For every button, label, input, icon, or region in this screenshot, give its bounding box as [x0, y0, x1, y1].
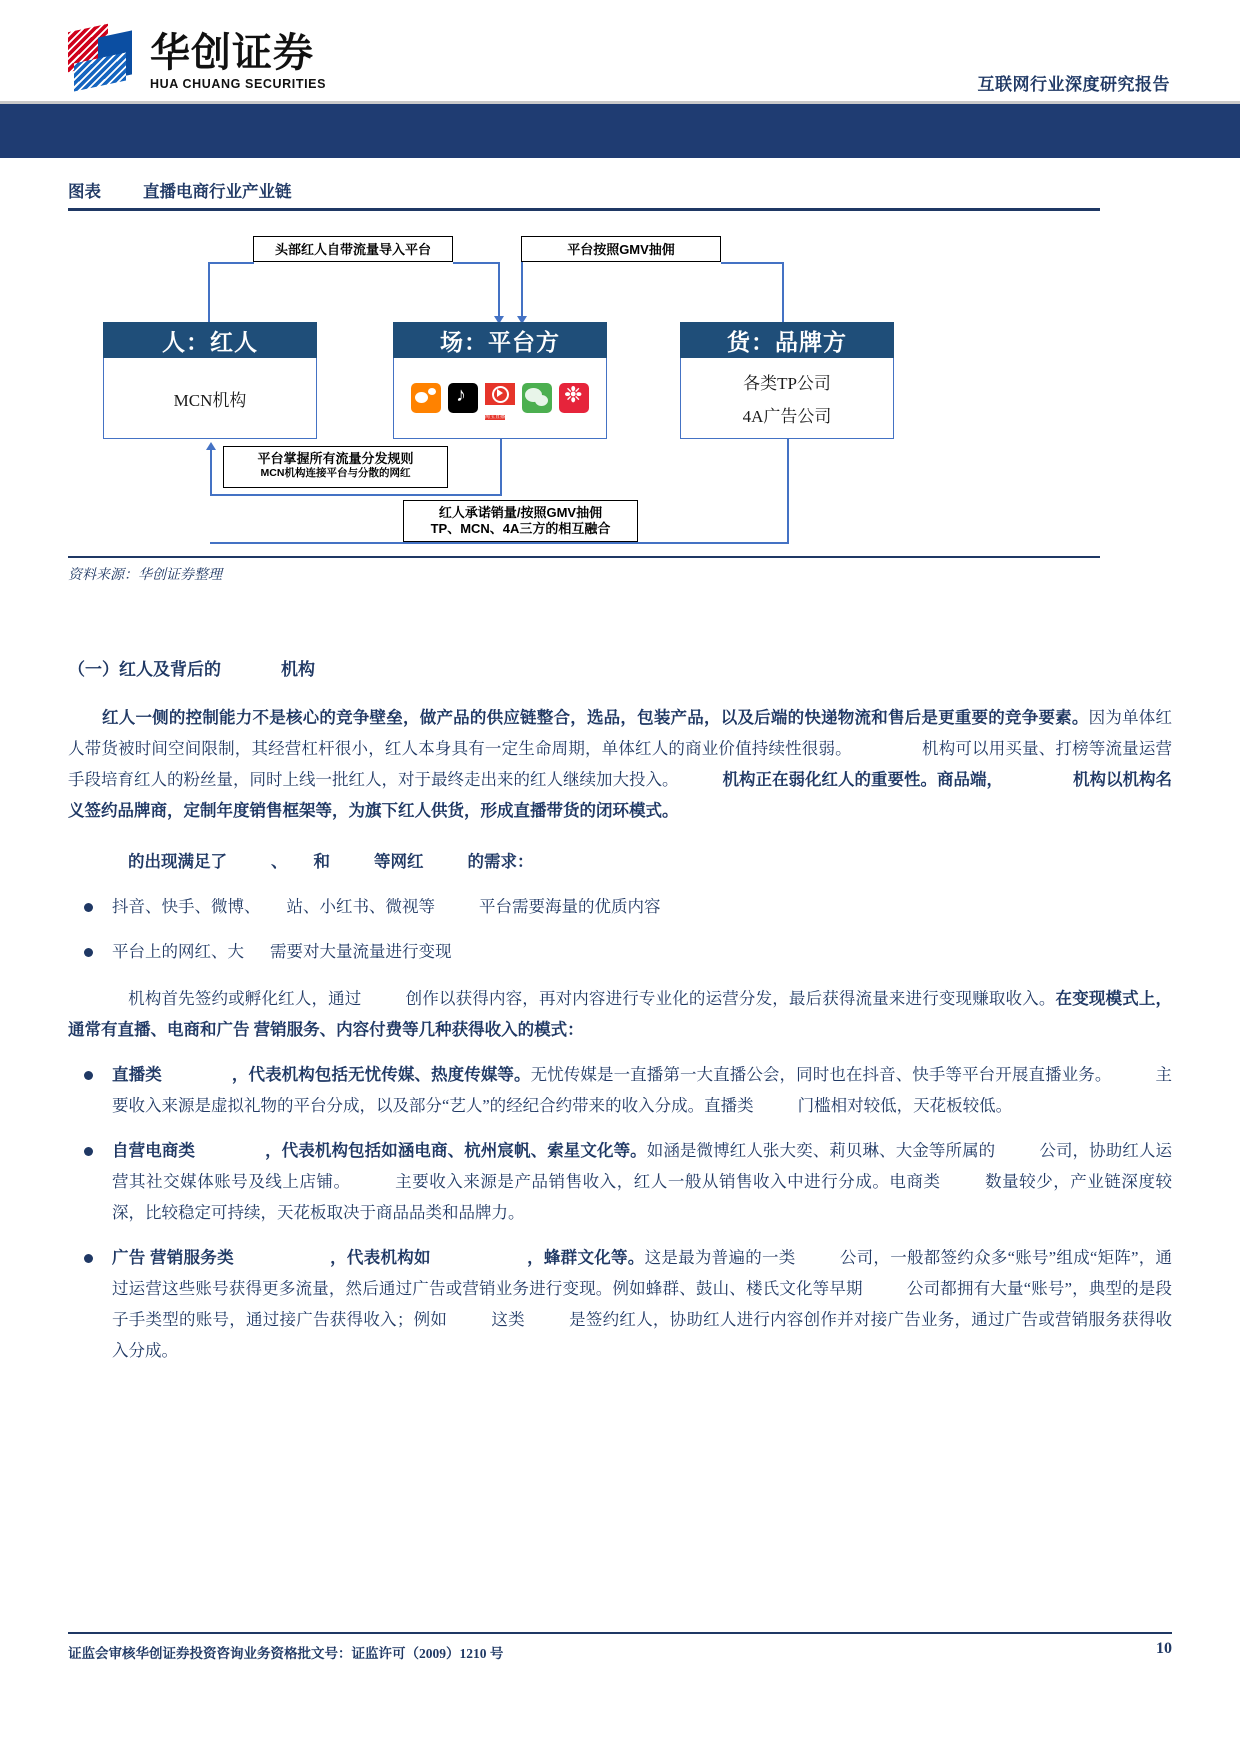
pillar-goods-line-1: 各类TP公司 [743, 374, 831, 393]
pillar-goods-line-2: 4A广告公司 [742, 407, 832, 426]
source-divider [68, 556, 1100, 558]
bullet-ecom-t2: 如涵是微博红人张大奕、莉贝琳、大金等所属的 [646, 1141, 996, 1160]
kuaishou-icon [559, 383, 589, 413]
bullet-1-b: 站、小红书、微视等 [286, 897, 435, 916]
bullet-2-a: 平台上的网红、大 [112, 942, 244, 961]
bullet-ad-t7: 是签约红人，协助红人进行内容创作并对接广告业务，通过广告或营销服务获得收入分成。 [112, 1310, 1173, 1360]
weibo-icon [411, 383, 441, 413]
paragraph-3 [68, 983, 1172, 1045]
p2-part-c: 和 [313, 852, 330, 871]
bullet-ecom-t5: 数量较少，产业链深度较深，比较稳定可持续，天花板取决于商品品类和品牌力。 [112, 1172, 1173, 1222]
header-blue-band [0, 104, 1240, 158]
bullet-ad-t5: 公司都拥有大量“账号”，典型的是段子手类型的账号，通过接广告获得收入；例如 [112, 1279, 1172, 1329]
note-middle [223, 446, 448, 488]
p2-part-a: 的出现满足了 [128, 852, 227, 871]
p2-part-e: 的需求： [467, 852, 534, 871]
p1-part-d: 机构正在弱化红人的重要性。商品端， [722, 770, 1003, 789]
source-note: 资料来源：华创证券整理 [68, 568, 222, 583]
p1-part-b: 因为单体红人带货被时间空间限制，其经营杠杆很小，红人本身具有一定生命周期，单体红人的商业价值持续性很弱。 [68, 708, 1173, 758]
pillar-platform-cap: 场：平台方 [393, 322, 607, 358]
pillar-people-line: MCN机构 [173, 390, 247, 410]
taobao-live-icon [485, 383, 515, 420]
page-header [0, 0, 1240, 104]
bullet-ad-t3: 这是最为普遍的一类 [644, 1248, 796, 1267]
p1-part-a: 红人一侧的控制能力不是核心的竞争壁垒，做产品的供应链整合，选品，包装产品，以及后端的快递物流和售后是更重要的竞争要素。 [102, 708, 1089, 727]
p3-part-a: 机构首先签约或孵化红人，通过 [128, 989, 362, 1008]
wechat-icon [522, 383, 552, 413]
simple-bullet-list [68, 891, 1172, 967]
logo-english-name: HUA CHUANG SECURITIES [150, 76, 327, 91]
exhibit-label: 图表 [68, 182, 101, 201]
paragraph-2 [68, 846, 1172, 877]
section-heading-b: 机构 [281, 660, 315, 679]
main-bullet-list [68, 1059, 1172, 1366]
bullet-ecom-t1: ，代表机构包括如涵电商、杭州宸帆、索星文化等。 [264, 1141, 647, 1160]
report-title: 互联网行业深度研究报告 [977, 75, 1170, 94]
list-item [68, 1242, 1172, 1366]
pillar-platform [393, 322, 607, 439]
value-chain-diagram [68, 228, 1100, 548]
p2-part-d: 等网红 [374, 852, 424, 871]
page-number: 10 [1156, 1640, 1172, 1657]
bullet-1-a: 抖音、快手、微博、 [112, 897, 261, 916]
bullet-2-b: 需要对大量流量进行变现 [270, 942, 452, 961]
p2-part-b: 、 [271, 852, 288, 871]
article-body [68, 655, 1172, 1380]
bullet-live-t4: 门槛相对较低，天花板较低。 [797, 1096, 1013, 1115]
pillar-goods-cap: 货：品牌方 [680, 322, 894, 358]
p1-part-c: 机构可以用买量、打榜等流量运营手段培育红人的粉丝量，同时上线一批红人，对于最终走出来的红人继续加大投入。 [68, 739, 1173, 789]
taobao-icon-caption: 淘宝直播 [485, 415, 506, 420]
pillar-people-cap: 人：红人 [103, 322, 317, 358]
bullet-live-title: 直播类 [112, 1065, 162, 1084]
note-bottom [403, 500, 638, 542]
note-bottom-line-2: TP、MCN、4A三方的相互融合 [430, 520, 611, 536]
bullet-ad-t4: 公司，一般都签约众多“账号”组成“矩阵”，通过运营这些账号获得更多流量，然后通过广告或营销业务进行变现。例如蜂群、鼓山、楼氏文化等早期 [112, 1248, 1173, 1298]
note-bottom-line-1: 红人承诺销量/按照GMV抽佣 [438, 505, 603, 520]
bullet-live-t2: 无忧传媒是一直播第一大直播公会，同时也在抖音、快手等平台开展直播业务。 [530, 1065, 1112, 1084]
bullet-ecom-title: 自营电商类 [112, 1141, 195, 1160]
exhibit-title-text: 直播电商行业产业链 [143, 182, 292, 201]
p1-part-e: 机构以机构名义签约品牌商，定制年度销售框架等，为旗下红人供货，形成直播带货的闭环模式。 [68, 770, 1172, 820]
list-item [68, 1059, 1172, 1121]
company-logo [68, 28, 326, 90]
paragraph-1 [68, 702, 1172, 826]
logo-chinese-name: 华创证券 [150, 30, 314, 75]
bullet-ad-t6: 这类 [491, 1310, 525, 1329]
note-middle-line-2: MCN机构连接平台与分散的网红 [260, 466, 411, 479]
exhibit-heading [68, 178, 292, 202]
bullet-ecom-t3: 公司，协助红人运营其社交媒体账号及线上店铺。 [112, 1141, 1173, 1191]
footer-disclaimer: 证监会审核华创证券投资咨询业务资格批文号：证监许可（2009）1210 号 [68, 1646, 504, 1661]
bullet-live-t3: 主要收入来源是虚拟礼物的平台分成，以及部分“艺人”的经纪合约带来的收入分成。直播类 [112, 1065, 1173, 1115]
platform-icon-row [411, 383, 589, 420]
list-item [68, 891, 1172, 922]
section-heading-a: （一）红人及背后的 [68, 660, 221, 679]
pillar-people [103, 322, 317, 439]
bullet-ad-t2: ，蜂群文化等。 [526, 1248, 645, 1267]
bullet-ad-t1: ，代表机构如 [329, 1248, 431, 1267]
note-top-right: 平台按照GMV抽佣 [521, 236, 721, 262]
p3-part-b: 创作以获得内容，再对内容进行专业化的运营分发，最后获得流量来进行变现赚取收入。 [405, 989, 1056, 1008]
douyin-icon [448, 383, 478, 413]
bullet-ecom-t4: 主要收入来源是产品销售收入，红人一般从销售收入中进行分成。电商类 [394, 1172, 941, 1191]
exhibit-divider [68, 208, 1100, 211]
logo-mark-icon [68, 28, 140, 90]
bullet-ad-title: 广告 营销服务类 [112, 1248, 234, 1267]
note-middle-line-1: 平台掌握所有流量分发规则 [257, 451, 414, 466]
footer-divider [68, 1632, 1172, 1634]
note-top-left: 头部红人自带流量导入平台 [253, 236, 453, 262]
section-heading [68, 655, 1172, 680]
bullet-live-t1: ，代表机构包括无忧传媒、热度传媒等。 [231, 1065, 531, 1084]
p3-part-c: 在变现模式上，通常有直播、电商和广告 营销服务、内容付费等几种获得收入的模式： [68, 989, 1173, 1039]
list-item [68, 936, 1172, 967]
bullet-1-c: 平台需要海量的优质内容 [479, 897, 661, 916]
list-item [68, 1135, 1172, 1228]
pillar-goods [680, 322, 894, 439]
